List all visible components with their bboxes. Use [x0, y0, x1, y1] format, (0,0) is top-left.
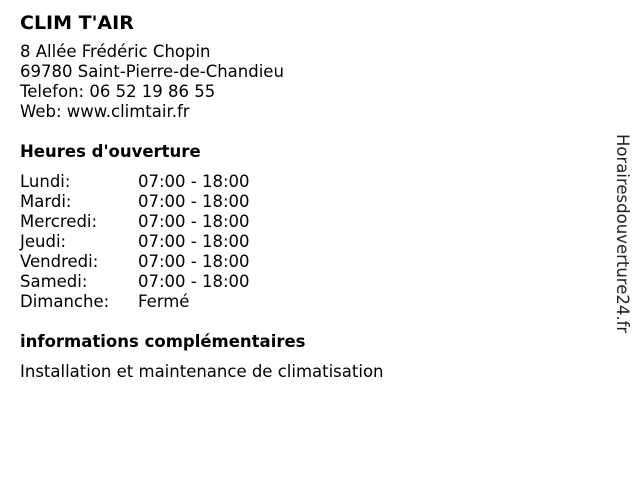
- hours-day: Lundi:: [20, 172, 71, 191]
- business-card: [20, 10, 600, 382]
- hours-day: Vendredi:: [20, 252, 99, 271]
- hours-row-sunday: [20, 292, 600, 312]
- hours-time: 07:00 - 18:00: [138, 272, 250, 291]
- hours-row-friday: [20, 252, 600, 272]
- business-name: CLIM T'AIR: [20, 12, 134, 34]
- hours-time: 07:00 - 18:00: [138, 192, 250, 211]
- site-watermark: [612, 134, 632, 348]
- hours-day: Mercredi:: [20, 212, 98, 231]
- hours-day: Dimanche:: [20, 292, 110, 311]
- hours-day: Samedi:: [20, 272, 88, 291]
- hours-day: Jeudi:: [20, 232, 67, 251]
- phone-number: Telefon: 06 52 19 86 55: [20, 82, 216, 101]
- hours-row-wednesday: [20, 212, 600, 232]
- hours-day: Mardi:: [20, 192, 72, 211]
- hours-time: 07:00 - 18:00: [138, 252, 250, 271]
- address-city: 69780 Saint-Pierre-de-Chandieu: [20, 62, 284, 81]
- hours-row-thursday: [20, 232, 600, 252]
- website: Web: www.climtair.fr: [20, 102, 190, 121]
- opening-hours-table: [20, 172, 600, 312]
- hours-time: 07:00 - 18:00: [138, 212, 250, 231]
- additional-info-heading: informations complémentaires: [20, 332, 306, 351]
- hours-time: 07:00 - 18:00: [138, 232, 250, 251]
- hours-row-saturday: [20, 272, 600, 292]
- address-street: 8 Allée Frédéric Chopin: [20, 42, 211, 61]
- watermark-text: Horairesdouverture24.fr: [613, 134, 632, 334]
- hours-row-tuesday: [20, 192, 600, 212]
- hours-row-monday: [20, 172, 600, 192]
- hours-time: Fermé: [138, 292, 190, 311]
- opening-hours-heading: Heures d'ouverture: [20, 142, 201, 161]
- additional-info-text: Installation et maintenance de climatisation: [20, 362, 384, 381]
- hours-time: 07:00 - 18:00: [138, 172, 250, 191]
